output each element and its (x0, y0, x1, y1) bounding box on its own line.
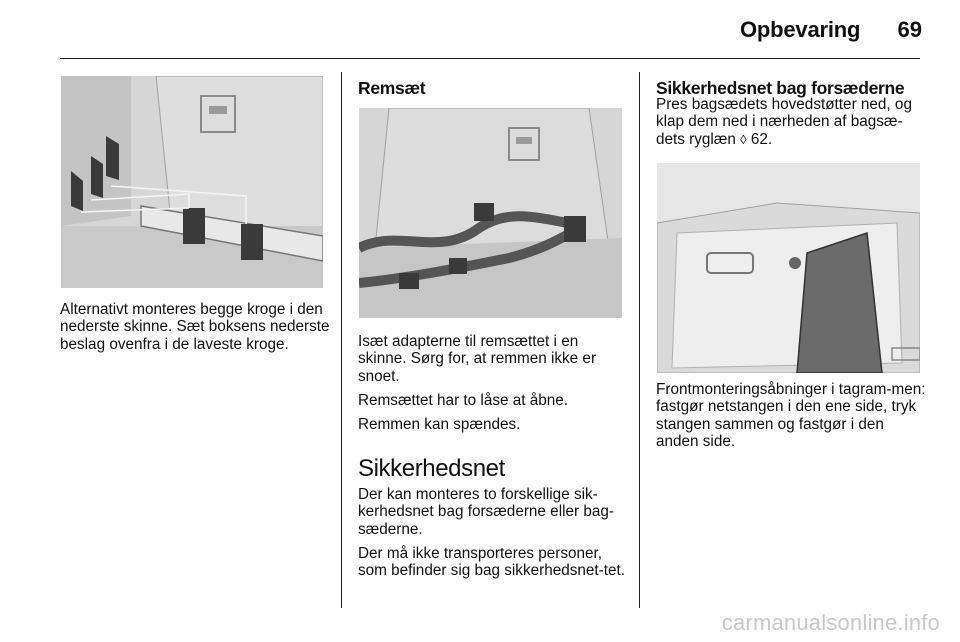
sikkerhedsnet-text (358, 486, 630, 586)
sikkerhedsnet-paragraph-1: Der kan monteres to forskellige sik-kerhedsnet bag forsæderne eller bag-sæderne. (358, 486, 614, 538)
heading-remsaet: Remsæt (358, 78, 426, 98)
illustration-strap-set (359, 108, 622, 318)
remsaet-paragraph-1: Isæt adapterne til remsættet i en skinne. Sørg for, at remmen ikke er snoet. (358, 333, 597, 385)
page-reference-icon: ◊ (740, 131, 747, 147)
caption-roof-mounting: Frontmonteringsåbninger i tagram-men: fastgør netstangen i den ene side, tryk stangen sammen og fastgør i den anden side. (656, 381, 926, 450)
header-divider (60, 58, 920, 59)
heading-net-behind-front-seats: Sikkerhedsnet bag forsæderne (656, 78, 905, 98)
watermark: carmanualsonline.info (721, 610, 940, 635)
remsaet-paragraph-3: Remmen kan spændes. (358, 416, 521, 434)
page-number: 69 (897, 17, 922, 42)
page-title: Opbevaring (740, 17, 861, 42)
page-reference[interactable]: 62. (750, 130, 773, 148)
front-net-intro (656, 96, 930, 155)
caption-hooks: Alternativt monteres begge kroge i den nederste skinne. Sæt boksens nederste beslag ovenfra i de laveste kroge. (60, 301, 330, 353)
remsaet-text (358, 333, 630, 440)
illustration-hooks-on-rail (61, 76, 323, 288)
heading-sikkerhedsnet: Sikkerhedsnet (358, 455, 505, 482)
illustration-roof-mounting (657, 163, 920, 373)
column-divider-2 (639, 72, 640, 608)
remsaet-paragraph-2: Remsættet har to låse at åbne. (358, 391, 569, 409)
front-net-intro-text: Pres bagsædets hovedstøtter ned, og klap dem ned i nærheden af bagsæ-dets ryglæn (656, 96, 912, 148)
sikkerhedsnet-paragraph-2: Der må ikke transporteres personer, som befinder sig bag sikkerhedsnet-tet. (358, 544, 625, 580)
column-divider-1 (341, 72, 342, 608)
